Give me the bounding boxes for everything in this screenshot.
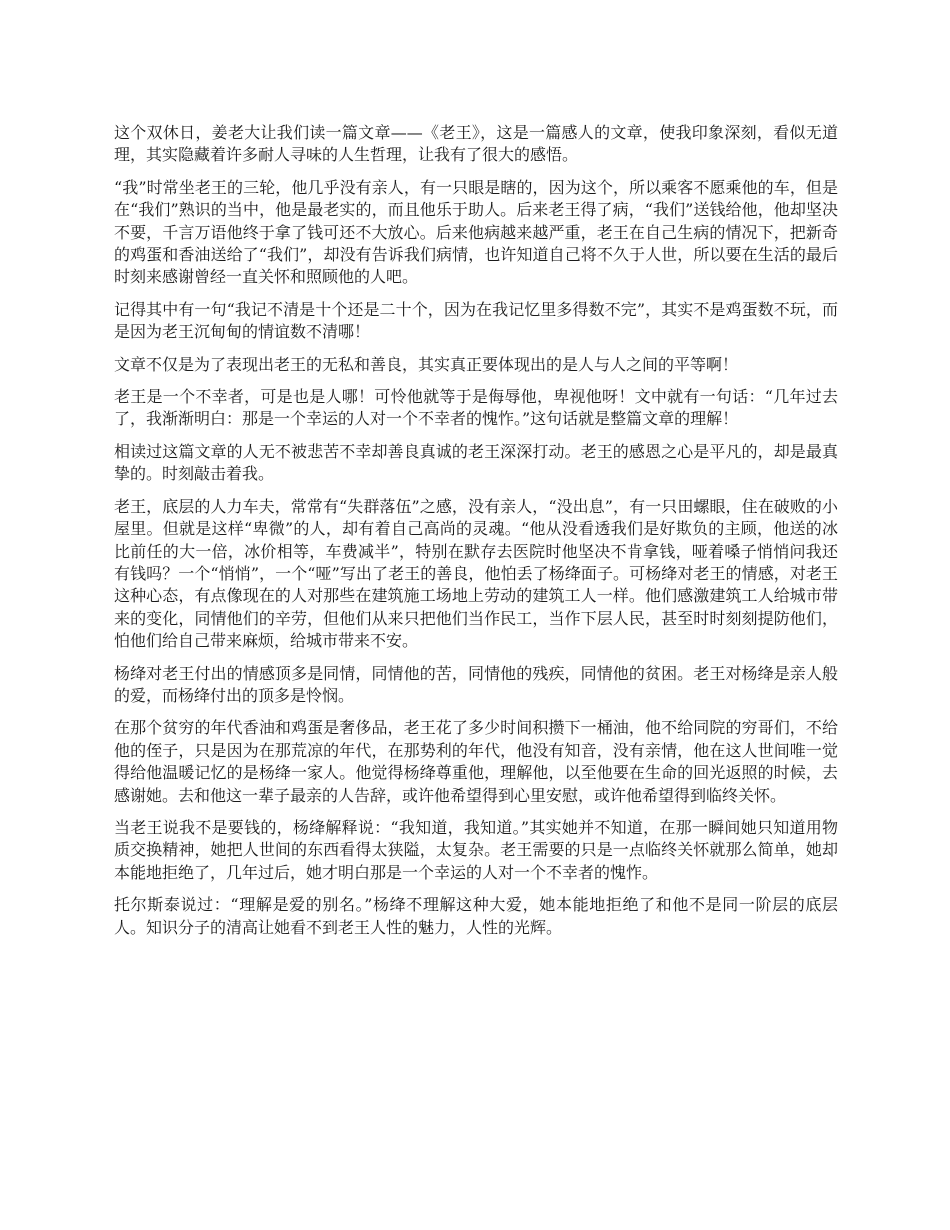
paragraph-5: 老王是一个不幸者，可是也是人哪！可怜他就等于是侮辱他，卑视他呀！文中就有一句话：“几年过去了，我渐渐明白：那是一个幸运的人对一个不幸者的愧怍。”这句话就是整篇文章的理解！ [114,387,838,429]
paragraph-2: “我”时常坐老王的三轮，他几乎没有亲人，有一只眼是瞎的，因为这个，所以乘客不愿乘他的车，但是在“我们”熟识的当中，他是最老实的，而且他乐于助人。后来老王得了病，“我们”送钱给他，他却坚决不要，千言万语他终于拿了钱可还不大放心。后来他病越来越严重，老王在自己生病的情况下，把新奇的鸡蛋和香油送给了“我们”，却没有告诉我们病情，也许知道自己将不久于人世，所以要在生活的最后时刻来感谢曾经一直关怀和照顾他的人吧。 [114,177,838,287]
paragraph-6: 相读过这篇文章的人无不被悲苦不幸却善良真诚的老王深深打动。老王的感恩之心是平凡的，却是最真挚的。时刻敲击着我。 [114,441,838,484]
paragraph-3: 记得其中有一句“我记不清是十个还是二十个，因为在我记忆里多得数不完”，其实不是鸡蛋数不玩，而是因为老王沉甸甸的情谊数不清哪！ [114,299,838,342]
paragraph-7: 老王，底层的人力车夫，常常有“失群落伍”之感，没有亲人，“没出息”，有一只田螺眼，住在破败的小屋里。但就是这样“卑微”的人，却有着自己高尚的灵魂。“他从没看透我们是好欺负的主顾，他送的冰比前任的大一倍，冰价相等，车费减半”，特别在默存去医院时他坚决不肯拿钱，哑着嗓子悄悄问我还有钱吗？一个“悄悄”，一个“哑”写出了老王的善良，他怕丢了杨绛面子。可杨绛对老王的情感，对老王这种心态，有点像现在的人对那些在建筑施工场地上劳动的建筑工人一样。他们感激建筑工人给城市带来的变化，同情他们的辛劳，但他们从来只把他们当作民工，当作下层人民，甚至时时刻刻提防他们，怕他们给自己带来麻烦，给城市带来不安。 [114,496,838,651]
paragraph-4: 文章不仅是为了表现出老王的无私和善良，其实真正要体现出的是人与人之间的平等啊！ [114,354,739,374]
paragraph-11: 托尔斯泰说过：“理解是爱的别名。”杨绛不理解这种大爱，她本能地拒绝了和他不是同一阶层的底层人。知识分子的清高让她看不到老王人性的魅力，人性的光辉。 [114,895,838,937]
paragraph-10: 当老王说我不是要钱的，杨绛解释说：“我知道，我知道。”其实她并不知道，在那一瞬间她只知道用物质交换精神，她把人世间的东西看得太狭隘，太复杂。老王需要的只是一点临终关怀就那么简单，她却本能地拒绝了，几年过后，她才明白那是一个幸运的人对一个不幸者的愧怍。 [114,817,838,882]
document-body [114,122,838,949]
paragraph-1: 这个双休日，姜老大让我们读一篇文章——《老王》，这是一篇感人的文章，使我印象深刻，看似无道理，其实隐藏着许多耐人寻味的人生哲理，让我有了很大的感悟。 [114,123,838,165]
paragraph-9: 在那个贫穷的年代香油和鸡蛋是奢侈品，老王花了多少时间积攒下一桶油，他不给同院的穷哥们，不给他的侄子，只是因为在那荒凉的年代，在那势利的年代，他没有知音，没有亲情，他在这人世间唯一觉得给他温暖记忆的是杨绛一家人。他觉得杨绛尊重他，理解他，以至他要在生命的回光返照的时候，去感谢她。去和他这一辈子最亲的人告辞，或许他希望得到心里安慰，或许他希望得到临终关怀。 [114,718,838,805]
paragraph-8: 杨绛对老王付出的情感顶多是同情，同情他的苦，同情他的残疾，同情他的贫困。老王对杨绛是亲人般的爱，而杨绛付出的顶多是怜悯。 [114,663,838,705]
